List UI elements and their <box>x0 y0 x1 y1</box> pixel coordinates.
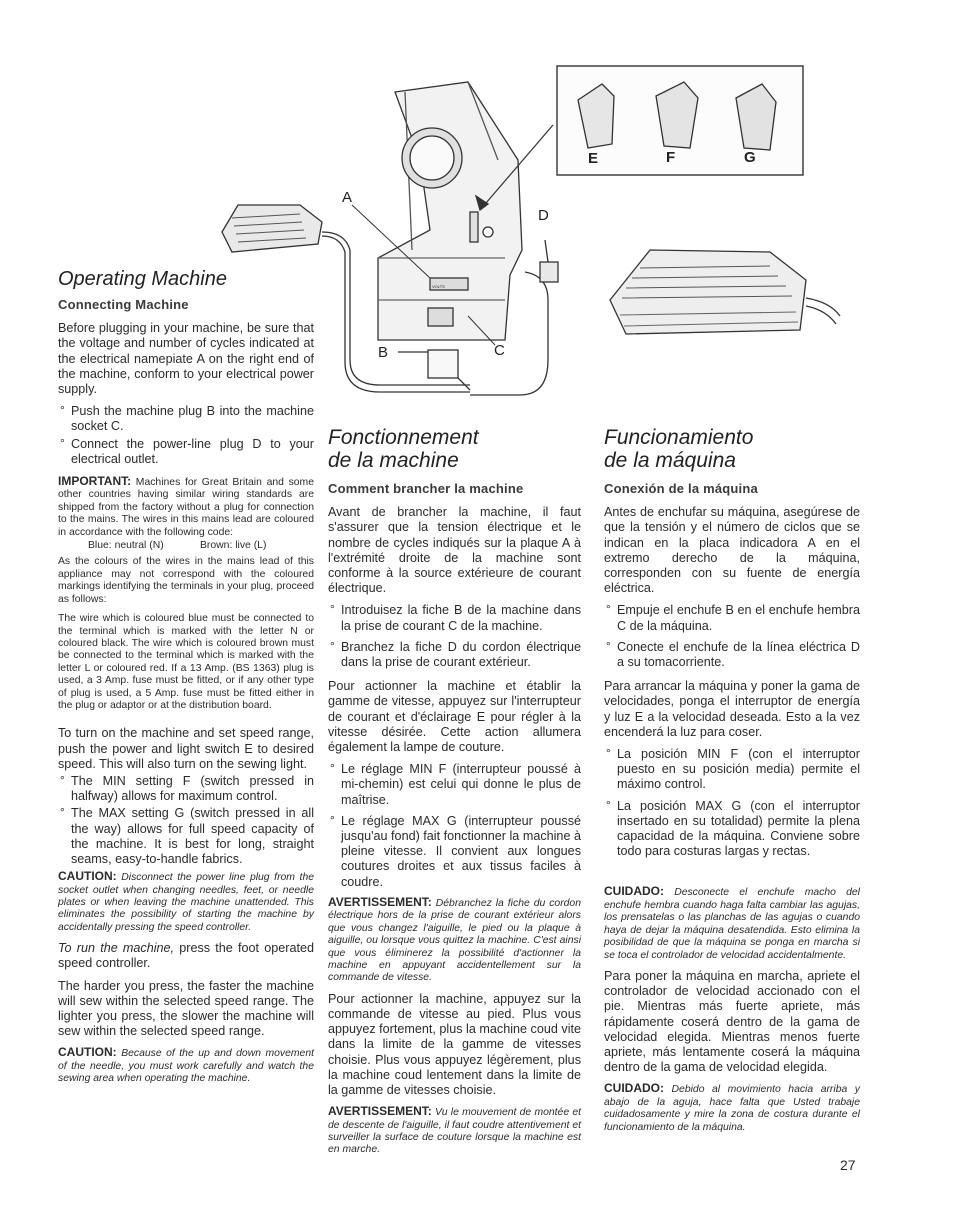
spanish-subtitle: Conexión de la máquina <box>604 481 758 496</box>
french-max: ° Le réglage MAX G (interrupteur poussé jusqu'au fond) fait fonctionner la machine à pleine vitesse. Il convient aux longues coutures droites et aux tissus faciles à coudre. <box>328 814 581 890</box>
spanish-caution-1 <box>604 885 860 961</box>
label-c: C <box>494 342 505 359</box>
spanish-speed: Para arrancar la máquina y poner la gama de velocidades, ponga el interruptor de energía y luz E a la velocidad deseada. Esto a la vez encenderá la luz para coser. <box>604 679 860 739</box>
english-max: ° The MAX setting G (switch pressed in all the way) allows for full speed capacity of the machine. It is best for long, straight seams, easy-to-handle fabrics. <box>58 806 314 867</box>
spanish-column <box>604 426 860 1141</box>
important-text: Machines for Great Britain and some other countries having similar wiring standards are shipped from the factory without a plug for connection to the mains. The wires in this mains lead are coloured in accordance with the following code: <box>58 477 314 538</box>
warn2-text: Vu le mouvement de montée et de descente de l'aiguille, il faut coudre attentivement et surveiller la surface de couture lorsque la machine est en marche. <box>328 1107 582 1156</box>
english-bullet-2: ° Connect the power-line plug D to your electrical outlet. <box>58 437 314 467</box>
french-run: Pour actionner la machine, appuyez sur la commande de vitesse au pied. Plus vous appuyez fortement, plus la machine coud vite dans la limite de la gamme de vitesses choisie. Plus vous appuyez légèrement, plus la machine coud lentement dans la limite de la gamme de vitesses choisie. <box>328 991 581 1097</box>
english-important <box>58 475 314 539</box>
english-intro: Before plugging in your machine, be sure that the voltage and number of cycles indicated at the electrical namepiate A on the right end of the machine, conform to your electrical power supply. <box>58 321 314 397</box>
french-min: ° Le réglage MIN F (interrupteur poussé à mi-chemin) est celui qui donne le plus de maîtrise. <box>328 762 581 808</box>
nameplate-text: VOLTS <box>432 284 445 289</box>
spanish-intro: Antes de enchufar su máquina, asegúrese de que la tensión y el número de ciclos que se indican en la placa indicadora A en el extremo derecho de la máquina, corresponden con su fuente de energía eléctrica. <box>604 505 860 596</box>
wire-code <box>58 540 314 552</box>
foot-controller-large <box>610 250 840 334</box>
label-b: B <box>378 344 389 361</box>
french-title-line1: Fonctionnement <box>328 426 479 449</box>
english-min: ° The MIN setting F (switch pressed in halfway) allows for maximum control. <box>58 774 314 804</box>
spanish-run: Para poner la máquina en marcha, apriete el controlador de velocidad accionado con el pie. Mientras más fuerte apriete, más rápidamente coserá dentro de la gama de velocidad elegida. Mientras menos fuerte apriete, más lentamente coserá la máquina dentro de la gama de velocidad elegida. <box>604 968 860 1075</box>
sewing-machine-body <box>378 82 522 340</box>
french-intro: Avant de brancher la machine, il faut s'assurer que la tension électrique et le nombre de cycles indiqués sur la plaque A à l'extrémité droite de la machine sont conforme à la source extérieure de courant électrique. <box>328 505 581 596</box>
english-run <box>58 941 314 971</box>
english-bullet-1: ° Push the machine plug B into the machine socket C. <box>58 404 314 434</box>
label-e: E <box>588 150 599 167</box>
caution1-text: Disconnect the power line plug from the socket outlet when changing needles, feet, or needle plates or when leaving the machine unattended. This eliminates the possibility of starting the machine by accidentally pressing the speed controller. <box>58 872 314 933</box>
warn1-text: Débranchez la fiche du cordon électrique hors de la prise de courant extérieur alors que vous changez l'aiguille, le pied ou la plaque à aiguille, ou lorsque vous quittez la machine. C'est ainsi que vous éliminerez la possibilité d'actionner la machine en appuyant accidentellement sur la commande de vitesse. <box>328 897 581 984</box>
english-column <box>58 268 314 1093</box>
english-harder: The harder you press, the faster the machine will sew within the selected speed range. The lighter you press, the slower the machine will sew within the selected speed range. <box>58 978 314 1039</box>
english-caution-2 <box>58 1046 314 1085</box>
important-label: IMPORTANT: <box>58 474 132 489</box>
label-a: A <box>342 189 353 206</box>
wiring-note: The wire which is coloured blue must be connected to the terminal which is marked with the letter N or coloured black. The wire which is coloured brown must be connected to the terminal which is marked with the letter L or coloured red. If a 13 Amp. (BS 1363) plug is used, a 3 Amp. fuse must be fitted, or if any other type of plug is used, a 5 Amp. fuse must be fitted either in the plug or adaptor or at the distribution board. <box>58 613 314 711</box>
french-column <box>328 426 581 1164</box>
caution1-label: CAUTION: <box>58 869 117 884</box>
caution2-text: Because of the up and down movement of the needle, you must work carefully and watch the sewing area when operating the machine. <box>58 1048 314 1085</box>
page-number: 27 <box>840 1157 856 1173</box>
french-bullet-2: ° Branchez la fiche D du cordon électrique dans la prise de courant extérieur. <box>328 640 581 670</box>
spanish-caution-2 <box>604 1082 860 1134</box>
french-warning-2 <box>328 1105 581 1157</box>
run-text: press the foot operated speed controller. <box>58 941 314 971</box>
french-bullet-1: ° Introduisez la fiche B de la machine dans la prise de courant C de la machine. <box>328 603 581 633</box>
es-caution1-label: CUIDADO: <box>604 884 664 899</box>
es-caution1-text: Desconecte el enchufe macho del enchufe hembra cuando haga falta cambiar las agujas, los prensatelas o las planchas de las agujas o cuando haya de dejar la máquina desatendida. Esto elimina la posibilidad de que la máquina se ponga en marcha si se toca el controlador de velocidad accidentalmente. <box>604 887 860 961</box>
es-caution2-label: CUIDADO: <box>604 1081 664 1096</box>
spanish-title <box>604 426 860 472</box>
spanish-title-line2: de la máquina <box>604 449 736 472</box>
french-speed: Pour actionner la machine et établir la gamme de vitesse, appuyez sur l'interrupteur de courant et d'éclairage E pour régler à la vitesse désirée. Cette action allumera également la lampe de couture. <box>328 679 581 755</box>
label-d: D <box>538 207 549 224</box>
label-f: F <box>666 149 676 166</box>
warn1-label: AVERTISSEMENT: <box>328 894 432 909</box>
es-caution2-text: Debido al movimiento hacia arriba y abajo de la aguja, hace falta que Usted trabaje cuidadosamente y mire la zona de costura durante el funcionamiento de la máquina. <box>604 1084 860 1133</box>
code-blue: Blue: neutral (N) <box>88 540 164 552</box>
spanish-bullet-1: ° Empuje el enchufe B en el enchufe hembra C de la máquina. <box>604 603 860 633</box>
code-brown: Brown: live (L) <box>200 540 267 552</box>
label-g: G <box>744 149 756 166</box>
run-lead: To run the machine, <box>58 941 175 956</box>
french-title-line2: de la machine <box>328 449 459 472</box>
french-title <box>328 426 581 472</box>
english-subtitle: Connecting Machine <box>58 297 189 312</box>
english-turn-on: To turn on the machine and set speed range, push the power and light switch E to desired speed. This will also turn on the sewing light. <box>58 726 314 771</box>
english-caution-1 <box>58 870 314 934</box>
caution2-label: CAUTION: <box>58 1045 117 1060</box>
spanish-max: ° La posición MAX G (con el interruptor insertado en su totalidad) permite la plena capacidad de la máquina. Conviene sobre todo para costuras largas y rectas. <box>604 799 860 860</box>
spanish-min: ° La posición MIN F (con el interruptor puesto en su posición media) permite el máximo control. <box>604 747 860 793</box>
spanish-title-line1: Funcionamiento <box>604 426 754 449</box>
spanish-bullet-2: ° Conecte el enchufe de la línea eléctrica D a su tomacorriente. <box>604 640 860 670</box>
english-title: Operating Machine <box>58 268 227 290</box>
plug-b <box>398 350 470 390</box>
french-subtitle: Comment brancher la machine <box>328 481 524 496</box>
colours-note: As the colours of the wires in the mains lead of this appliance may not correspond with the coloured markings identifying the terminals in your plug, proceed as follows: <box>58 556 314 605</box>
warn2-label: AVERTISSEMENT: <box>328 1104 432 1119</box>
french-warning-1 <box>328 896 581 985</box>
